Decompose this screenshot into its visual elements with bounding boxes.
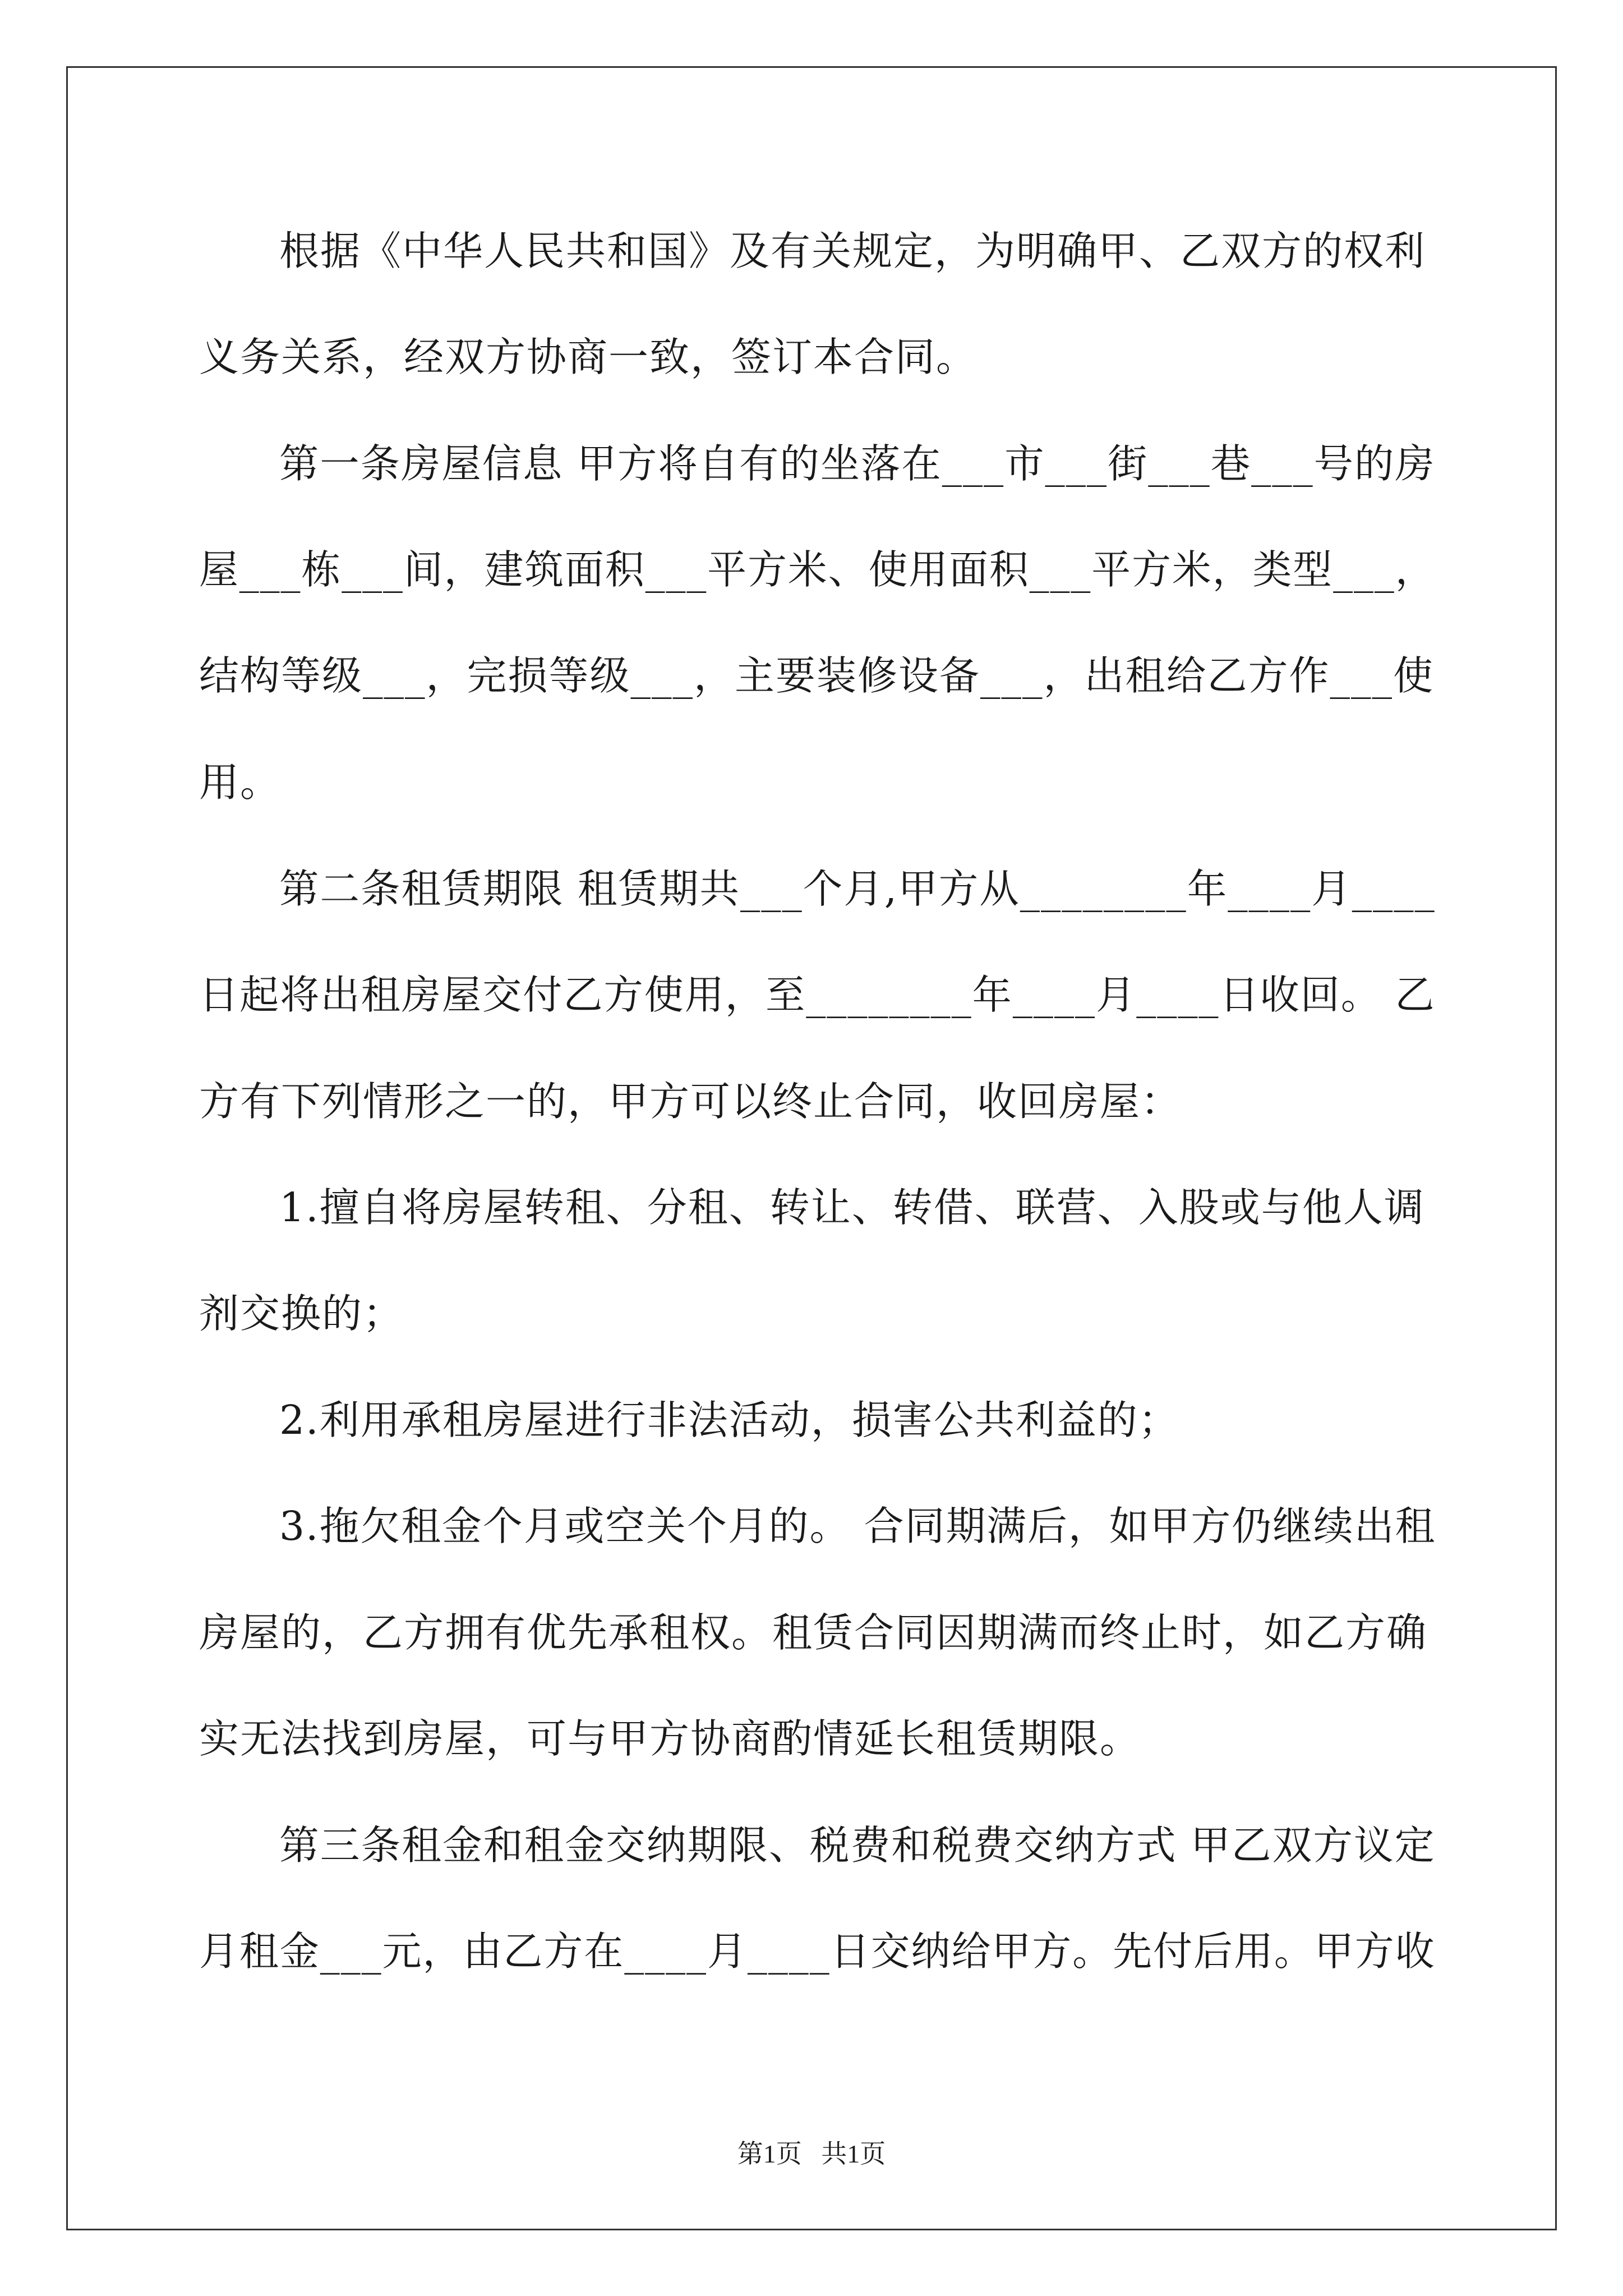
paragraph-line: 3.拖欠租金个月或空关个月的。 合同期满后，如甲方仍继续出租 [279,1503,1436,1549]
paragraph-line: 日起将出租房屋交付乙方使用，至________年____月____日收回。 乙 [199,972,1436,1018]
paragraph-line: 房屋的，乙方拥有优先承租权。租赁合同因期满而终止时，如乙方确 [199,1609,1428,1656]
paragraph-line: 用。 [199,759,282,806]
paragraph-line: 方有下列情形之一的，甲方可以终止合同，收回房屋： [199,1078,1182,1125]
paragraph-line: 第一条房屋信息 甲方将自有的坐落在___市___街___巷___号的房 [279,440,1436,487]
paragraph-line: 剂交换的； [199,1290,404,1337]
paragraph-line: 义务关系，经双方协商一致，签订本合同。 [199,334,978,380]
page-border [66,66,1557,2230]
page-footer: 第1页 共1页 [737,2139,886,2168]
paragraph-line: 根据《中华人民共和国》及有关规定，为明确甲、乙双方的权利 [279,228,1426,274]
paragraph-line: 结构等级___，完损等级___，主要装修设备___，出租给乙方作___使 [199,652,1435,699]
paragraph-line: 实无法找到房屋，可与甲方协商酌情延长租赁期限。 [199,1715,1141,1762]
paragraph-line: 2.利用承租房屋进行非法活动，损害公共利益的； [279,1397,1179,1443]
paragraph-line: 第二条租赁期限 租赁期共___个月,甲方从________年____月____ [279,866,1436,912]
paragraph-line: 屋___栋___间，建筑面积___平方米、使用面积___平方米，类型___， [199,546,1436,593]
paragraph-line: 月租金___元，由乙方在____月____日交纳给甲方。先付后用。甲方收 [199,1928,1436,1975]
paragraph-line: 第三条租金和租金交纳期限、税费和税费交纳方式 甲乙双方议定 [279,1822,1436,1869]
paragraph-line: 1.擅自将房屋转租、分租、转让、转借、联营、入股或与他人调 [279,1184,1425,1231]
